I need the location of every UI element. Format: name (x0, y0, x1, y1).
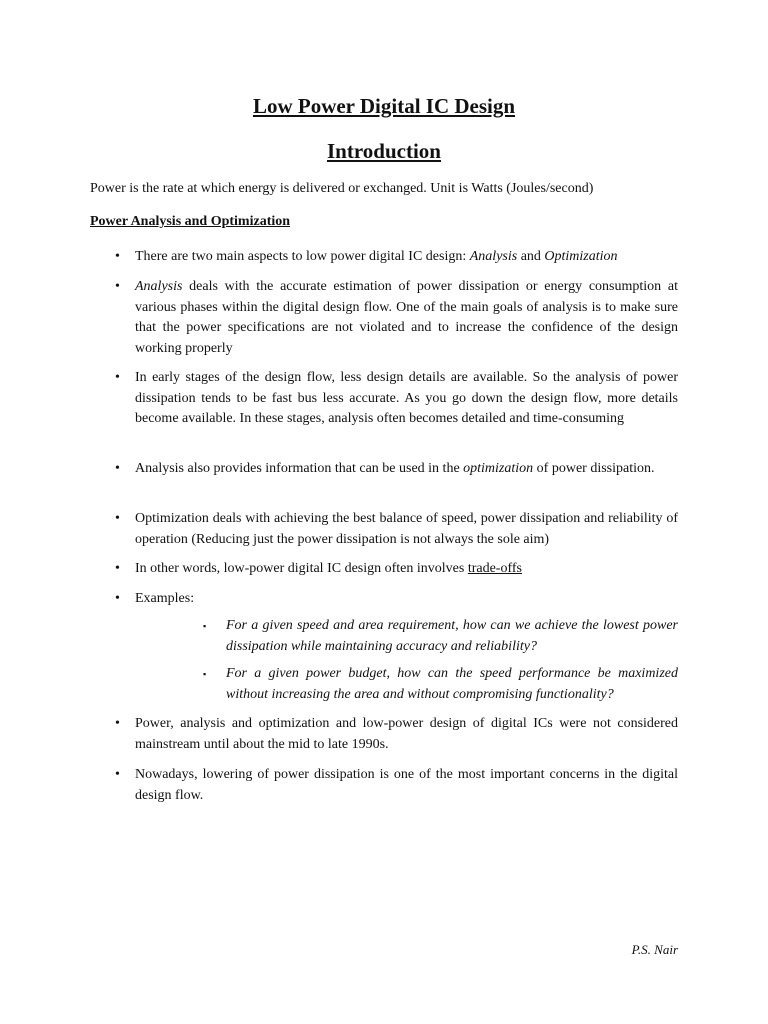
text-run: There are two main aspects to low power digital IC design: (135, 249, 470, 264)
list-item-text (135, 247, 678, 268)
sub-list-item-text: For a given power budget, how can the speed performance be maximized without increasing the area and without compromising functionality? (226, 666, 678, 702)
author-footer: P.S. Nair (631, 942, 678, 957)
emphasis-optimization: optimization (463, 461, 534, 476)
document-title: Low Power Digital IC Design (252, 94, 516, 118)
bullet-icon: • (115, 716, 120, 731)
bullet-icon: • (115, 370, 120, 385)
section-heading: Power Analysis and Optimization (90, 214, 291, 229)
document-subtitle: Introduction (327, 139, 441, 163)
square-bullet-icon: ▪ (203, 621, 207, 631)
list-item (115, 714, 678, 755)
text-run: deals with the accurate estimation of power dissipation or energy consumption at various phases within the digital design flow. One of the main goals of analysis is to make sure that the power specifications are not violated and to increase the confidence of the design working properly (135, 279, 678, 356)
text-run: and (517, 249, 545, 264)
sub-list-item (203, 616, 678, 657)
list-item-text: Optimization deals with achieving the best balance of speed, power dissipation and reliability of operation (Reducing just the power dissipation is not always the sole aim) (135, 511, 678, 547)
emphasis-analysis: Analysis (135, 279, 183, 294)
sub-list-item-text: For a given speed and area requirement, how can we achieve the lowest power dissipation while maintaining accuracy and reliability? (226, 618, 678, 654)
list-item-text: Power, analysis and optimization and low-power design of digital ICs were not considered mainstream until about the mid to late 1990s. (135, 716, 678, 752)
list-item-text (135, 559, 678, 580)
intro-paragraph: Power is the rate at which energy is delivered or exchanged. Unit is Watts (Joules/second) (90, 181, 594, 196)
sub-list-item (203, 664, 678, 705)
bullet-icon: • (115, 279, 120, 294)
list-item (115, 765, 678, 806)
list-item-text: Examples: (135, 591, 195, 606)
list-item (115, 589, 678, 610)
text-run: Analysis also provides information that can be used in the (135, 461, 464, 476)
list-item-text: In early stages of the design flow, less design details are available. So the analysis of power dissipation tends to be fast bus less accurate. As you go down the design flow, more details become available. In these stages, analysis often becomes detailed and time-consuming (135, 370, 678, 426)
list-item-text: Nowadays, lowering of power dissipation is one of the most important concerns in the digital design flow. (135, 767, 678, 803)
bullet-icon: • (115, 591, 120, 606)
list-item (115, 368, 678, 430)
list-item (115, 459, 678, 480)
bullet-icon: • (115, 249, 120, 264)
bullet-icon: • (115, 767, 120, 782)
list-item (115, 247, 678, 268)
emphasis-optimization: Optimization (544, 249, 618, 264)
bullet-icon: • (115, 511, 120, 526)
list-item-text (135, 459, 678, 480)
emphasis-analysis: Analysis (469, 249, 518, 264)
text-run: In other words, low-power digital IC design often involves (135, 561, 468, 576)
square-bullet-icon: ▪ (203, 669, 207, 679)
list-item (115, 509, 678, 550)
list-item-text (135, 277, 678, 359)
bullet-icon: • (115, 561, 120, 576)
list-item (115, 559, 678, 580)
list-item (115, 277, 678, 359)
text-run: of power dissipation. (533, 461, 655, 476)
underlined-trade-offs: trade-offs (467, 561, 522, 576)
bullet-icon: • (115, 461, 120, 476)
